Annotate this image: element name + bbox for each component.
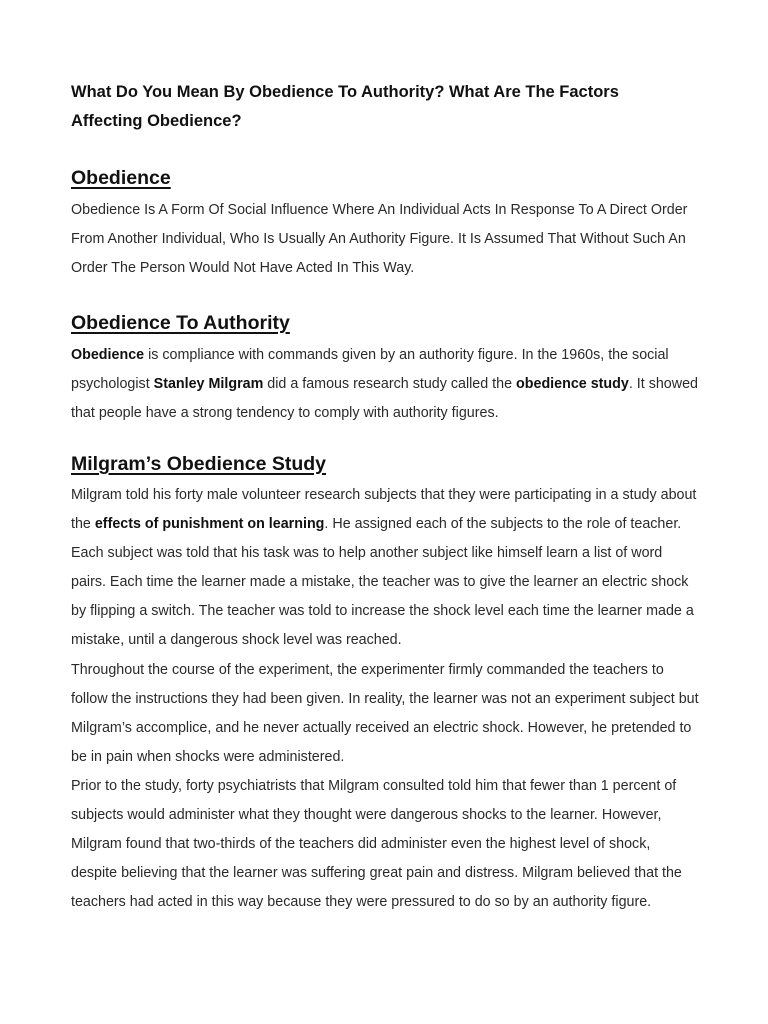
- bold-term: Stanley Milgram: [153, 376, 264, 393]
- section-body-milgram-study: [71, 481, 699, 917]
- bold-term: obedience study: [516, 376, 629, 393]
- body-paragraph: [71, 481, 699, 656]
- heading-milgram-study: Milgram’s Obedience Study: [71, 453, 327, 475]
- body-paragraph: [71, 341, 699, 428]
- bold-term: Obedience: [71, 347, 145, 363]
- text-run: Throughout the course of the experiment, the experimenter firmly commanded the teachers to follow the instructions they had been given. In reality, the learner was not an experiment subject but Milgram’s accomplice, and he never actually received an electric shock. However, he pretended to be in pain when shocks were administered.: [71, 661, 699, 765]
- bold-term: effects of punishment on learning: [94, 516, 325, 533]
- text-run: is compliance with commands given by an authority figure. In the 1960s, the social psychologist: [71, 347, 669, 393]
- body-paragraph: [71, 656, 699, 772]
- text-run: Prior to the study, forty psychiatrists that Milgram consulted told him that fewer than 1 percent of subjects would administer what they thought were dangerous shocks to the learner. However, Milgram found that two-thirds of the teachers did administer even the highest level of shock, despite believing that the learner was suffering great pain and distress. Milgram believed that the teachers had acted in this way because they were pressured to do so by an authority figure.: [71, 777, 682, 911]
- section-body-obedience: [71, 196, 699, 283]
- text-run: did a famous research study called the: [263, 376, 517, 393]
- text-run: . He assigned each of the subjects to the role of teacher. Each subject was told that his task was to help another subject like himself learn a list of word pairs. Each time the learner made a mistake, the teacher was to give the learner an electric shock by flipping a switch. The teacher was told to increase the shock level each time the learner made a mistake, until a dangerous shock level was reached.: [71, 516, 694, 649]
- heading-obedience-to-authority: Obedience To Authority: [71, 312, 290, 334]
- text-run: Milgram told his forty male volunteer research subjects that they were participating in a study about the: [71, 487, 697, 533]
- section-body-obedience-to-authority: [71, 341, 699, 428]
- body-paragraph: [71, 196, 699, 283]
- document-title: What Do You Mean By Obedience To Authority? What Are The Factors Affecting Obedience?: [71, 83, 619, 130]
- text-run: . It showed that people have a strong tendency to comply with authority figures.: [71, 376, 698, 422]
- heading-obedience: Obedience: [71, 167, 171, 189]
- body-paragraph: [71, 772, 699, 917]
- text-run: Obedience Is A Form Of Social Influence Where An Individual Acts In Response To A Direct Order From Another Individual, Who Is Usually An Authority Figure. It Is Assumed That Without Such An Order The Person Would Not Have Acted In This Way.: [71, 202, 688, 277]
